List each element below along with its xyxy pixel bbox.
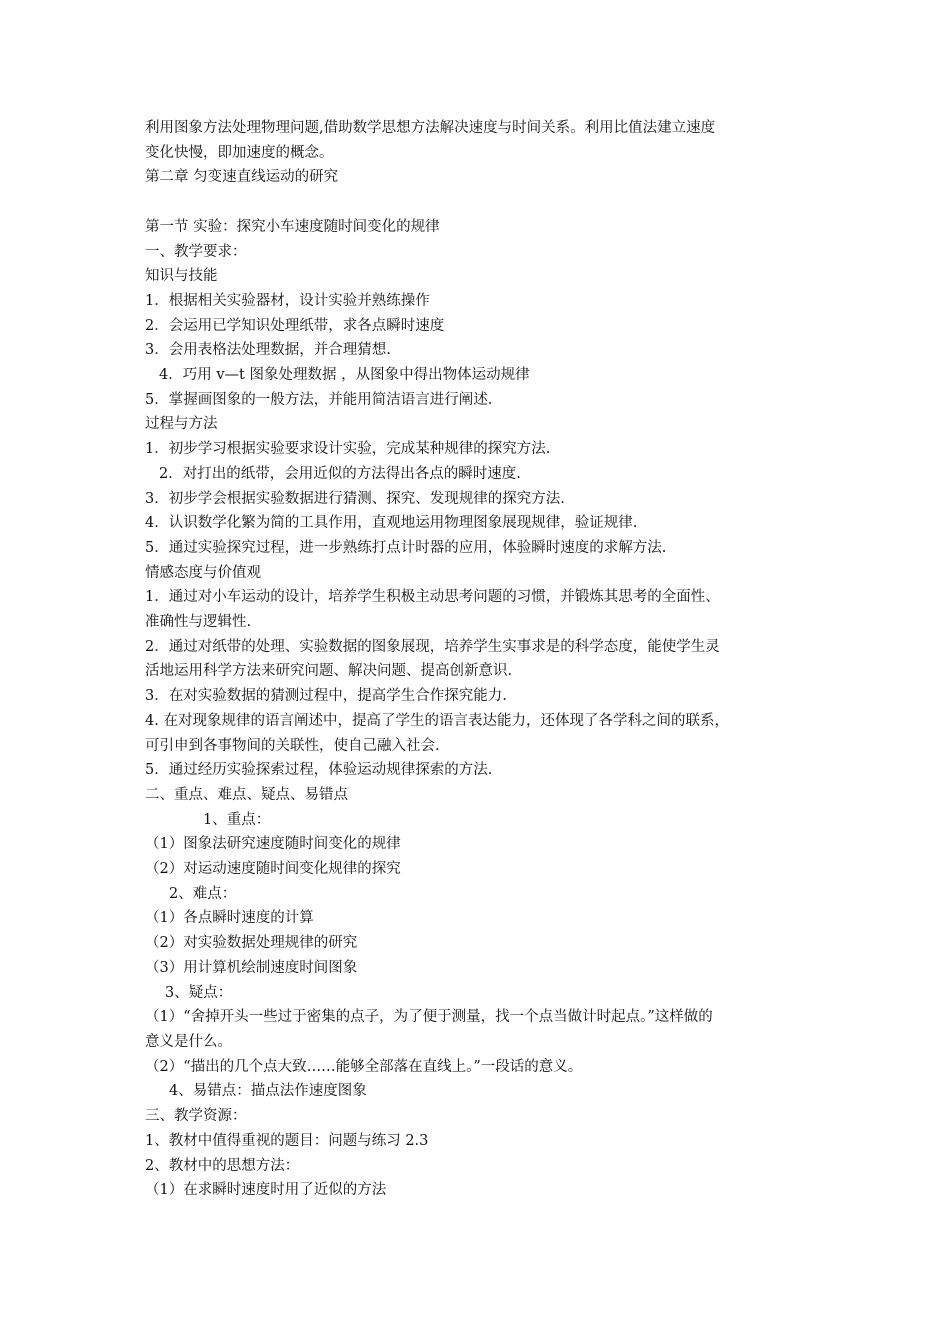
list-item-continued: 准确性与逻辑性. [145, 614, 252, 631]
list-item: （3）用计算机绘制速度时间图象 [145, 959, 358, 976]
list-item: 5．掌握画图象的一般方法，并能用简洁语言进行阐述. [145, 391, 493, 408]
text-line: 利用图象方法处理物理问题,借助数学思想方法解决速度与时间关系。利用比值法建立速度 [145, 120, 716, 136]
text-line: 变化快慢，即加速度的概念。 [145, 144, 334, 161]
subheading: 2、难点： [169, 885, 237, 902]
heading: 一、教学要求： [145, 243, 247, 260]
chapter-title: 第二章 匀变速直线运动的研究 [145, 169, 339, 186]
list-item: 1、教材中值得重视的题目：问题与练习 2.3 [145, 1132, 429, 1149]
list-item: 3．在对实验数据的猜测过程中，提高学生合作探究能力. [145, 688, 507, 705]
list-item: 4．巧用 v—t 图象处理数据 ，从图象中得出物体运动规律 [159, 367, 530, 384]
list-item: 5．通过实验探究过程，进一步熟练打点计时器的应用，体验瞬时速度的求解方法. [145, 539, 667, 556]
subheading: 4、易错点：描点法作速度图象 [169, 1083, 367, 1100]
list-item: 1．根据相关实验器材，设计实验并熟练操作 [145, 292, 430, 309]
subheading: 情感态度与价值观 [145, 564, 261, 581]
list-item: （1）“舍掉开头一些过于密集的点子，为了便于测量，找一个点当做计时起点。”这样做的 [145, 1009, 713, 1026]
list-item: 1．通过对小车运动的设计，培养学生积极主动思考问题的习惯，并锻炼其思考的全面性、 [145, 589, 720, 606]
list-item: 2．会运用已学知识处理纸带，求各点瞬时速度 [145, 317, 445, 334]
list-item: 4. 在对现象规律的语言阐述中，提高了学生的语言表达能力，还体现了各学科之间的联系， [145, 712, 729, 729]
subheading: 3、疑点： [165, 984, 233, 1001]
blank-line [145, 190, 813, 215]
document-page [145, 116, 813, 1203]
list-item: 4．认识数学化繁为简的工具作用，直观地运用物理图象展现规律，验证规律. [145, 515, 638, 532]
list-item-continued: 可引申到各事物间的关联性，使自己融入社会. [145, 737, 440, 754]
subheading: 过程与方法 [145, 416, 218, 433]
subheading: 1、重点： [203, 811, 271, 828]
list-item-continued: 活地运用科学方法来研究问题、解决问题、提高创新意识. [145, 663, 513, 680]
list-item: 1．初步学习根据实验要求设计实验，完成某种规律的探究方法. [145, 441, 551, 458]
section-title: 第一节 实验：探究小车速度随时间变化的规律 [145, 218, 440, 235]
heading: 二、重点、难点、疑点、易错点 [145, 786, 348, 803]
list-item: （2）对实验数据处理规律的研究 [145, 935, 358, 952]
list-item: （2）“描出的几个点大致……能够全部落在直线上。”一段话的意义。 [145, 1058, 583, 1075]
list-item: 3．会用表格法处理数据，并合理猜想. [145, 342, 391, 359]
list-item: （1）在求瞬时速度时用了近似的方法 [145, 1182, 387, 1199]
heading: 三、教学资源： [145, 1108, 247, 1125]
list-item: （2）对运动速度随时间变化规律的探究 [145, 861, 401, 878]
list-item-continued: 意义是什么。 [145, 1034, 232, 1050]
subheading: 知识与技能 [145, 268, 218, 285]
list-item: （1）图象法研究速度随时间变化的规律 [145, 836, 401, 853]
list-item: 2．通过对纸带的处理、实验数据的图象展现，培养学生实事求是的科学态度，能使学生灵 [145, 638, 720, 655]
list-item: 5．通过经历实验探索过程，体验运动规律探索的方法. [145, 762, 493, 779]
list-item: （1）各点瞬时速度的计算 [145, 910, 314, 927]
list-item: 2、教材中的思想方法： [145, 1157, 300, 1174]
list-item: 3．初步学会根据实验数据进行猜测、探究、发现规律的探究方法. [145, 490, 565, 507]
list-item: 2．对打出的纸带，会用近似的方法得出各点的瞬时速度. [159, 465, 521, 482]
